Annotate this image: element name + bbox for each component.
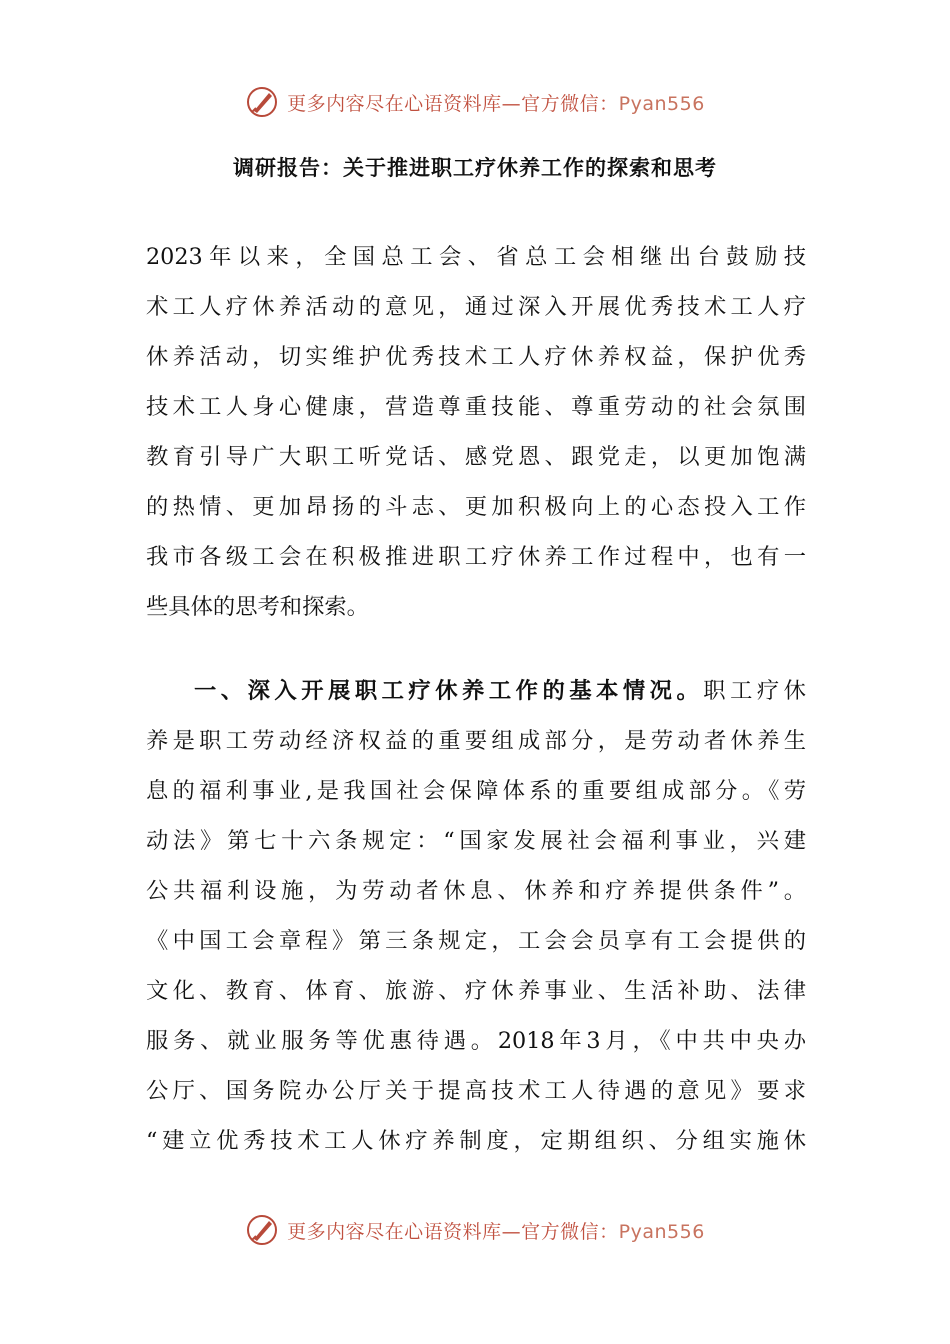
- wechat-id: Pyan556: [618, 1220, 705, 1243]
- watermark-text: [287, 89, 705, 116]
- paragraph-line: “建立优秀技术工人休疗养制度，定期组织、分组实施休: [146, 1128, 806, 1154]
- paragraph-line: 术工人疗休养活动的意见，通过深入开展优秀技术工人疗: [146, 294, 806, 320]
- paragraph-line: 我市各级工会在积极推进职工疗休养工作过程中，也有一: [146, 544, 806, 570]
- paragraph-intro: [146, 232, 806, 632]
- paragraph-line: 文化、教育、体育、旅游、疗休养事业、生活补助、法律: [146, 978, 806, 1004]
- section-first-line: [146, 666, 806, 716]
- quill-pen-logo-icon: [245, 85, 279, 119]
- paragraph-line: 动法》第七十六条规定：“国家发展社会福利事业，兴建: [146, 828, 806, 854]
- paragraph-line: 教育引导广大职工听党话、感党恩、跟党走，以更加饱满: [146, 444, 806, 470]
- paragraph-line: 公共福利设施，为劳动者休息、休养和疗养提供条件”。: [146, 878, 806, 904]
- paragraph-line: 息的福利事业,是我国社会保障体系的重要组成部分。《劳: [146, 778, 806, 804]
- paragraph-line: 些具体的思考和探索。: [146, 594, 369, 620]
- header-watermark-banner: [0, 82, 950, 122]
- footer-watermark-banner: [0, 1210, 950, 1250]
- section-heading-rest: 职工疗休: [703, 678, 806, 704]
- watermark-label: 更多内容尽在心语资料库—官方微信：: [287, 1220, 619, 1243]
- paragraph-line: 休养活动，切实维护优秀技术工人疗休养权益，保护优秀: [146, 344, 806, 370]
- paragraph-line: 养是职工劳动经济权益的重要组成部分，是劳动者休养生: [146, 728, 806, 754]
- paragraph-line: 技术工人身心健康，营造尊重技能、尊重劳动的社会氛围: [146, 394, 806, 420]
- watermark-text: [287, 1217, 705, 1244]
- paragraph-line: 公厅、国务院办公厅关于提高技术工人待遇的意见》要求: [146, 1078, 806, 1104]
- paragraph-line: 的热情、更加昂扬的斗志、更加积极向上的心态投入工作: [146, 494, 806, 520]
- paragraph-line: 服务、就业服务等优惠待遇。2018年3月，《中共中央办: [146, 1028, 806, 1054]
- watermark-label: 更多内容尽在心语资料库—官方微信：: [287, 92, 619, 115]
- wechat-id: Pyan556: [618, 92, 705, 115]
- paragraph-line: 《中国工会章程》第三条规定，工会会员享有工会提供的: [146, 928, 806, 954]
- document-title: 调研报告：关于推进职工疗休养工作的探索和思考: [233, 155, 717, 180]
- section-heading: 一、深入开展职工疗休养工作的基本情况。: [194, 678, 704, 704]
- paragraph-line: 2023年以来，全国总工会、省总工会相继出台鼓励技: [146, 244, 806, 270]
- quill-pen-logo-icon: [245, 1213, 279, 1247]
- paragraph-section-1: [146, 666, 806, 1166]
